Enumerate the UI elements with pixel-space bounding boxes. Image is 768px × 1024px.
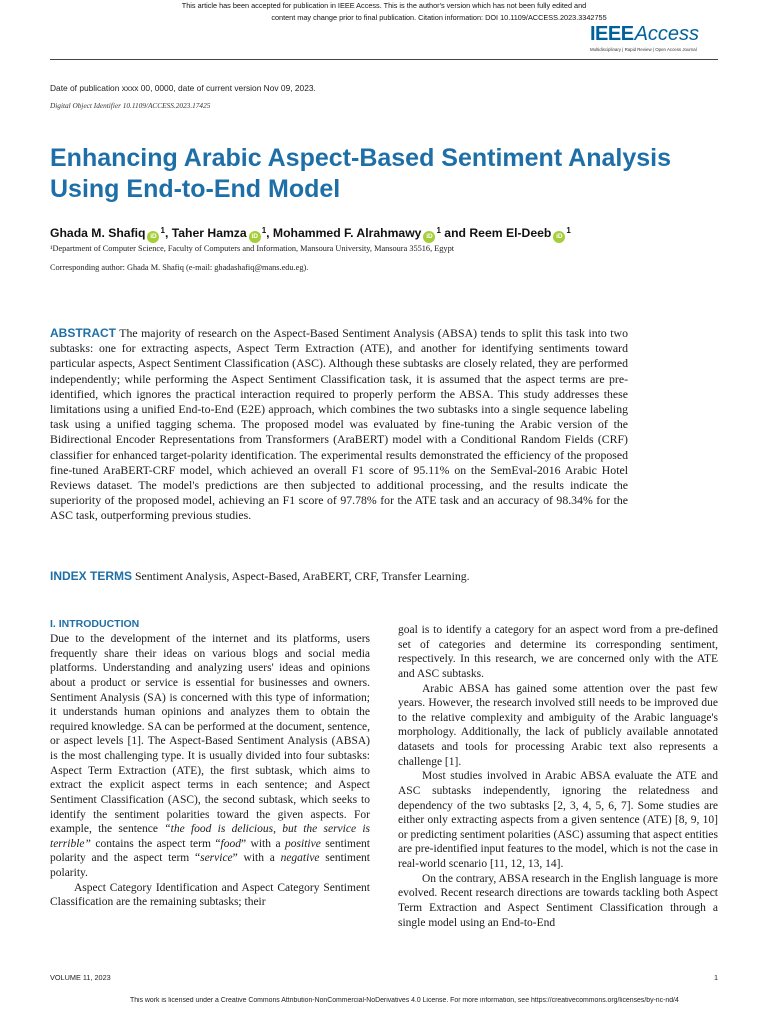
intro-text: sentiment polarity. bbox=[50, 852, 370, 879]
author-separator: , bbox=[266, 226, 273, 240]
abstract bbox=[50, 326, 628, 524]
aspect-term-food: food bbox=[220, 837, 241, 850]
body-column-left bbox=[50, 617, 370, 910]
polarity-positive: positive bbox=[285, 837, 321, 850]
paper-title: Enhancing Arabic Aspect-Based Sentiment Analysis Using End-to-End Model bbox=[50, 144, 671, 203]
orcid-icon[interactable]: iD bbox=[553, 231, 565, 243]
intro-paragraph-3: Arabic ABSA has gained some attention over the past few years. However, the research involved still needs to be improved due to the relative complexity and ambiguity of the Arabic language's morphology. Additionally, the lack of publicly available annotated datasets and tools for processing Arabic text also represents a challenge [1]. bbox=[398, 682, 718, 768]
index-terms bbox=[50, 569, 690, 584]
doi-line: Digital Object Identifier 10.1109/ACCESS.2023.17425 bbox=[50, 101, 211, 110]
intro-paragraph-4: Most studies involved in Arabic ABSA evaluate the ATE and ASC subtasks independently, ignoring the relatedness and dependency of the two subtasks [2, 3, 4, 5, 6, 7]. Some studies are either only extracting aspects from a given sentence (ATE) [8, 9, 10] or predicting sentiment polarities (ASC) assuming that aspect entities are pre-identified input features to the model, which is not the case in real-world scenario [11, 12, 13, 14]. bbox=[398, 770, 718, 870]
publication-notice bbox=[0, 0, 768, 24]
intro-text: Due to the development of the internet and its platforms, users frequently share their ideas on various blogs and social media platforms. Understanding and analyzing users' ideas and opinions about a product or service is essential for businesses and owners. Sentiment Analysis (SA) is concerned with this type of information; it understands human opinions and analyzes them to obtain the required knowledge. SA can be performed at the document, sentence, or aspect levels [1]. The Aspect-Based Sentiment Analysis (ABSA) is the most challenging type. It is usually divided into four subtasks: Aspect Term Extraction (ATE), the first subtask, which aims to extract the explicit aspect terms in each sentence; and Aspect Sentiment Classification (ASC), the second subtask, which seeks to identify the sentiment polarities toward the given aspects. For example, the sentence bbox=[50, 633, 370, 836]
body-column-right bbox=[398, 623, 718, 930]
author-list bbox=[50, 226, 571, 243]
index-terms-text: Sentiment Analysis, Aspect-Based, AraBERT, CRF, Transfer Learning. bbox=[134, 569, 470, 583]
footer-volume: VOLUME 11, 2023 bbox=[50, 973, 111, 982]
intro-paragraph-5: On the contrary, ABSA research in the English language is more evolved. Recent research directions are towards tackling both Aspect Term Extraction and Aspect Sentiment Classification through a single model using an End-to-End bbox=[398, 872, 718, 929]
intro-paragraph-2-continued: goal is to identify a category for an aspect word from a pre-defined set of categories and determine its corresponding sentiment, respectively. In this research, we are concerned only with the ATE and ASC subtasks. bbox=[398, 624, 718, 680]
author-affiliation-mark: 1 bbox=[261, 226, 267, 235]
example-sentence: “the food is delicious, but the service is terrible” bbox=[50, 823, 370, 850]
index-terms-heading: INDEX TERMS bbox=[50, 569, 133, 583]
orcid-icon[interactable]: iD bbox=[249, 231, 261, 243]
publication-date: Date of publication xxxx 00, 0000, date of current version Nov 09, 2023. bbox=[50, 83, 316, 93]
author-separator: , bbox=[164, 226, 172, 240]
author-name: Ghada M. Shafiq bbox=[50, 226, 146, 240]
intro-text: ” with a bbox=[232, 852, 281, 865]
header-divider bbox=[50, 59, 718, 60]
author-affiliation-mark: 1 bbox=[160, 226, 165, 235]
ieee-access-logo bbox=[590, 24, 715, 58]
license-notice: This work is licensed under a Creative Commons Attribution-NonCommercial-NoDerivatives 4.0 License. For more information, see https://creativecommons.org/licenses/by-nc-nd/4 bbox=[130, 997, 679, 1004]
corresponding-author: Corresponding author: Ghada M. Shafiq (e-mail: ghadashafiq@mans.edu.eg). bbox=[50, 263, 309, 272]
author-separator: and bbox=[440, 226, 470, 240]
notice-line-2: content may change prior to final publication. Citation information: DOI 10.1109/ACCESS.2023.3342755 bbox=[271, 13, 607, 22]
intro-paragraph-1 bbox=[50, 632, 370, 881]
logo-product: Access bbox=[634, 23, 700, 45]
aspect-term-service: service bbox=[200, 852, 233, 865]
orcid-icon[interactable]: iD bbox=[147, 231, 159, 243]
section-heading-introduction: I. INTRODUCTION bbox=[50, 618, 140, 630]
author-name: Mohammed F. Alrahmawy bbox=[272, 226, 422, 240]
logo-brand: IEEE bbox=[590, 23, 634, 45]
author-name: Taher Hamza bbox=[171, 226, 247, 240]
logo-tagline: Multidisciplinary | Rapid Review | Open Access Journal bbox=[590, 47, 697, 52]
abstract-heading: ABSTRACT bbox=[50, 326, 116, 340]
orcid-icon[interactable]: iD bbox=[423, 231, 435, 243]
affiliation: ¹Department of Computer Science, Faculty of Computers and Information, Mansoura University, Mansoura 35516, Egypt bbox=[50, 244, 455, 253]
intro-paragraph-2: Aspect Category Identification and Aspect Category Sentiment Classification are the remaining subtasks; their bbox=[50, 881, 370, 909]
author-affiliation-mark: 1 bbox=[566, 226, 571, 235]
notice-line-1: This article has been accepted for publication in IEEE Access. This is the author's version which has not been fully edited and bbox=[181, 1, 587, 10]
polarity-negative: negative bbox=[280, 852, 320, 865]
intro-text: ” with a bbox=[240, 837, 286, 850]
author-name: Reem El-Deeb bbox=[469, 226, 552, 240]
author-affiliation-mark: 1 bbox=[436, 226, 441, 235]
intro-text: sentiment polarity and the aspect term “ bbox=[50, 837, 370, 865]
abstract-text: The majority of research on the Aspect-Based Sentiment Analysis (ABSA) tends to split this task into two subtasks: one for extracting aspects, Aspect Term Extraction (ATE), and another for identifying sentiments toward particular aspects, Aspect Sentiment Classification (ASC). Although these subtasks are closely related, they are performed independently; while performing the Aspect Sentiment Classification task, it is assumed that the aspect terms are pre-identified, which ignores the practical interaction required to properly perform the ABSA. This study addresses these limitations using a unified End-to-End (E2E) approach, which combines the two subtasks into a single sequence labeling task using a unified tagging schema. The proposed model was evaluated by fine-tuning the Arabic version of the Bidirectional Encoder Representations from Transformers (AraBERT) model with a Conditional Random Fields (CRF) classifier for enhanced target-polarity identification. The experimental results demonstrated the efficiency of the proposed fine-tuned AraBERT-CRF model, which achieved an overall F1 score of 95.11% on the SemEval-2016 Arabic Hotel Reviews dataset. The model's predictions are then subjected to additional processing, and the results indicate the superiority of the proposed model, achieving an F1 score of 97.78% for the ATE task and an accuracy of 98.34% for the ASC task, outperforming previous studies. bbox=[50, 326, 628, 523]
intro-text: contains the aspect term “ bbox=[90, 837, 221, 850]
footer-page-number: 1 bbox=[713, 973, 718, 982]
